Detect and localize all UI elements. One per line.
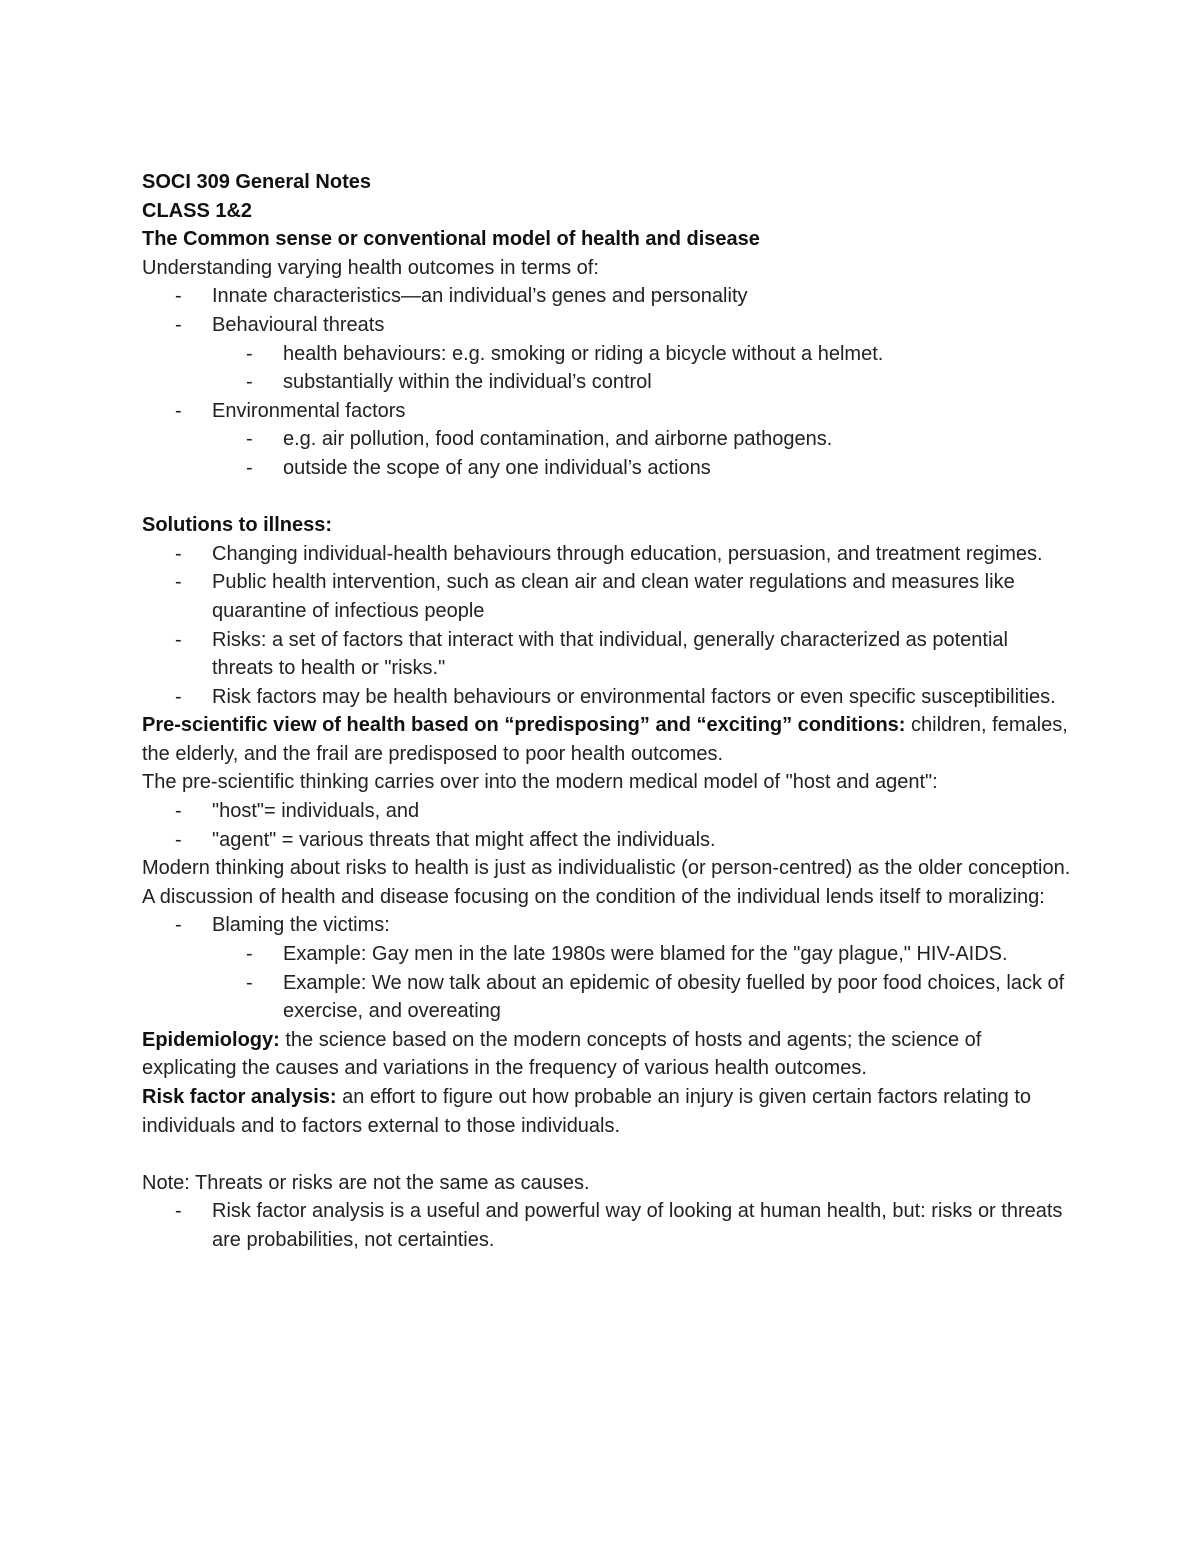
paragraph: A discussion of health and disease focusing on the condition of the individual lends itself to moralizing: (142, 885, 1045, 908)
spacer (142, 483, 1072, 512)
sub-list-item: - health behaviours: e.g. smoking or riding a bicycle without a helmet. (142, 340, 1072, 369)
sub-list-item: - substantially within the individual’s control (142, 368, 1072, 397)
bullet-dash: - (175, 313, 182, 336)
sub-list-item: - Example: We now talk about an epidemic of obesity fuelled by poor food choices, lack of exercise, and overeating (142, 969, 1072, 1026)
bullet-dash: - (175, 399, 182, 422)
sub-list-item: - outside the scope of any one individual’s actions (142, 454, 1072, 483)
bullet-dash: - (175, 542, 182, 565)
bullet-dash: - (175, 685, 182, 708)
document-title: SOCI 309 General Notes (142, 171, 371, 193)
list-item: - Blaming the victims: (142, 911, 1072, 940)
risk-analysis-paragraph (142, 1083, 1072, 1140)
spacer (142, 1140, 1072, 1169)
bullet-dash: - (175, 800, 182, 823)
bullet-dash: - (175, 571, 182, 594)
bullet-dash: - (246, 971, 253, 994)
bullet-dash: - (175, 285, 182, 308)
bullet-dash: - (175, 828, 182, 851)
section-heading-conventional-model: The Common sense or conventional model of health and disease (142, 228, 760, 251)
bullet-dash: - (246, 428, 253, 451)
list-item: - Innate characteristics—an individual’s genes and personality (142, 282, 1072, 311)
prescientific-definition: children, females, the elderly, and the frail are predisposed to poor health outcomes. (142, 714, 1068, 765)
list-item: - Changing individual-health behaviours through education, persuasion, and treatment regimes. (142, 540, 1072, 569)
bullet-dash: - (246, 342, 253, 365)
list-item: - "agent" = various threats that might affect the individuals. (142, 826, 1072, 855)
bullet-dash: - (175, 914, 182, 937)
prescientific-term: Pre-scientific view of health based on “predisposing” and “exciting” conditions: (142, 714, 906, 737)
risk-analysis-definition: an effort to figure out how probable an injury is given certain factors relating to individuals and to factors external to those individuals. (142, 1086, 1032, 1137)
sub-list-item: - Example: Gay men in the late 1980s were blamed for the "gay plague," HIV-AIDS. (142, 940, 1072, 969)
bullet-dash: - (175, 1200, 182, 1223)
bullet-dash: - (246, 943, 253, 966)
list-item: - Risk factors may be health behaviours or environmental factors or even specific susceptibilities. (142, 683, 1072, 712)
epidemiology-term: Epidemiology: (142, 1028, 280, 1051)
bullet-dash: - (246, 371, 253, 394)
paragraph: Modern thinking about risks to health is just as individualistic (or person-centred) as the older conception. (142, 857, 1071, 880)
list-item: - "host"= individuals, and (142, 797, 1072, 826)
paragraph: The pre-scientific thinking carries over into the modern medical model of "host and agent": (142, 771, 938, 794)
bullet-dash: - (246, 456, 253, 479)
list-item: - Risks: a set of factors that interact with that individual, generally characterized as potential threats to health or "risks." (142, 626, 1072, 683)
epidemiology-paragraph (142, 1026, 1072, 1083)
sub-list-item: - e.g. air pollution, food contamination, and airborne pathogens. (142, 425, 1072, 454)
class-label: CLASS 1&2 (142, 199, 253, 222)
list-item: - Environmental factors (142, 397, 1072, 426)
list-item: - Behavioural threats (142, 311, 1072, 340)
list-item: - Public health intervention, such as clean air and clean water regulations and measures like quarantine of infectious people (142, 568, 1072, 625)
bullet-dash: - (175, 628, 182, 651)
risk-analysis-term: Risk factor analysis: (142, 1086, 337, 1108)
document-page (142, 168, 1072, 1255)
section-intro: Understanding varying health outcomes in terms of: (142, 256, 599, 279)
prescientific-paragraph (142, 711, 1072, 768)
section-heading-solutions: Solutions to illness: (142, 514, 333, 537)
list-item: - Risk factor analysis is a useful and powerful way of looking at human health, but: risks or threats are probabilities, not certainties. (142, 1197, 1072, 1254)
epidemiology-definition: the science based on the modern concepts of hosts and agents; the science of explicating the causes and variations in the frequency of various health outcomes. (142, 1028, 982, 1080)
note-paragraph: Note: Threats or risks are not the same as causes. (142, 1171, 590, 1194)
